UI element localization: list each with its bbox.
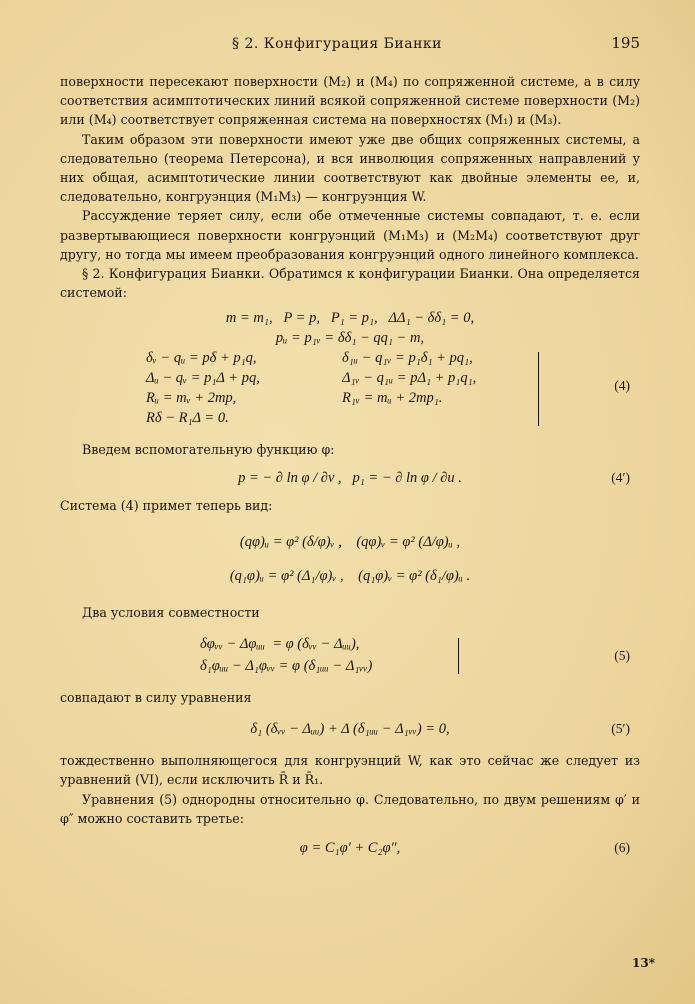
equation-5-line-1: δφᵥᵥ − Δφᵤᵤ = φ (δᵥᵥ − Δᵤᵤ), xyxy=(200,636,360,653)
equation-5-prime-body: δ₁ (δᵥᵥ − Δᵤᵤ) + Δ (δ₁ᵤᵤ − Δ₁ᵥᵥ) = 0, xyxy=(250,721,450,738)
system-4 xyxy=(60,308,640,428)
system-4-line-5b: R₁ᵥ = mᵤ + 2mp₁. xyxy=(342,390,443,407)
paragraph-10: Уравнения (5) однородны относительно φ. Следовательно, по двум решениям φ′ и φ″ можно составить третье: xyxy=(60,791,640,826)
paragraph-9: тождественно выполняющегося для конгруэнций W, как это сейчас же следует из уравнений (VI), если исключить R̄ и R̄₁. xyxy=(60,753,640,788)
system-4-line-3a: δᵥ − qᵤ = pδ + p₁q, xyxy=(146,350,257,367)
paragraph-5: Введем вспомогательную функцию φ: xyxy=(82,442,335,458)
equation-6-body: φ = C₁φ′ + C₂φ″, xyxy=(299,840,401,857)
transformed-system xyxy=(60,525,640,593)
system-4-line-5a: Rᵤ = mᵥ + 2mp, xyxy=(146,390,237,407)
paragraph-7: Два условия совместности xyxy=(82,604,260,620)
transformed-system-line-1: (qφ)ᵤ = φ² (δ/φ)ᵥ , (qφ)ᵥ = φ² (Δ/φ)ᵤ , xyxy=(239,533,461,550)
equation-label-4-prime: (4′) xyxy=(611,469,630,485)
equation-5-prime xyxy=(60,719,640,739)
paragraph-2: Таким образом эти поверхности имеют уже две общих сопряженных системы, а следовательно (теорема Петерсона), и вся инволюция сопряженных направлений у них общая, асимптотические линии соответствуют как двойные элементы ее, и, следовательно, конгруэнция (M₁M₃) — конгруэнция W. xyxy=(60,131,640,205)
running-header xyxy=(60,30,640,54)
system-4-line-6: Rδ − R₁Δ = 0. xyxy=(146,410,229,427)
page-number: 195 xyxy=(611,34,640,52)
paragraph-1: поверхности пересекают поверхности (M₂) и (M₄) по сопряженной системе, а в силу соответствия асимптотических линий всякой сопряженной системе поверхности (M₂) или (M₄) соответствует сопряженная система на поверхностях (M₁) и (M₃). xyxy=(60,74,640,128)
equation-5 xyxy=(60,634,640,678)
system-4-line-4b: Δ₁ᵥ − q₁ᵤ = pΔ₁ + p₁q₁, xyxy=(342,370,477,387)
equation-6 xyxy=(60,838,640,858)
equation-4-prime-body: p = − ∂ ln φ / ∂v , p₁ = − ∂ ln φ / ∂u . xyxy=(238,469,462,486)
section-heading-paragraph: § 2. Конфигурация Бианки. Обратимся к конфигурации Бианки. Она определяется системой: xyxy=(60,266,640,301)
signature-mark: 13* xyxy=(632,956,655,970)
equation-label-5-prime: (5′) xyxy=(611,721,630,737)
system-4-line-2: pᵤ = p₁ᵥ = δδ₁ − qq₁ − m, xyxy=(275,330,425,347)
equation-label-4: (4) xyxy=(614,378,630,394)
system-4-line-3b: δ₁ᵤ − q₁ᵥ = p₁δ₁ + pq₁, xyxy=(342,350,473,367)
system-4-line-1: m = m₁, P = p, P₁ = p₁, ΔΔ₁ − δδ₁ = 0, xyxy=(225,310,475,327)
paragraph-8: совпадают в силу уравнения xyxy=(60,690,252,706)
paragraph-3: Рассуждение теряет силу, если обе отмеченные системы совпадают, т. е. если развертывающиеся поверхности конгруэнций (M₁M₃) и (M₂M₄) соответствуют друг другу, но тогда мы имеем преобразования конгруэнций одного линейного комплекса. xyxy=(60,208,640,262)
book-page xyxy=(60,30,640,858)
system-4-brace xyxy=(538,352,539,426)
equation-4-prime xyxy=(60,468,640,488)
system-4-line-4a: Δᵤ − qᵥ = p₁Δ + pq, xyxy=(146,370,260,387)
header-title: § 2. Конфигурация Бианки xyxy=(232,36,443,52)
paragraph-6: Система (4) примет теперь вид: xyxy=(60,497,273,513)
equation-label-6: (6) xyxy=(614,840,630,856)
equation-label-5: (5) xyxy=(614,648,630,664)
equation-5-line-2: δ₁φᵤᵤ − Δ₁φᵥᵥ = φ (δ₁ᵤᵤ − Δ₁ᵥᵥ) xyxy=(200,658,373,675)
equation-5-brace xyxy=(458,638,459,674)
transformed-system-line-2: (q₁φ)ᵤ = φ² (Δ₁/φ)ᵥ , (q₁φ)ᵥ = φ² (δ₁/φ)ᵤ . xyxy=(229,567,471,584)
